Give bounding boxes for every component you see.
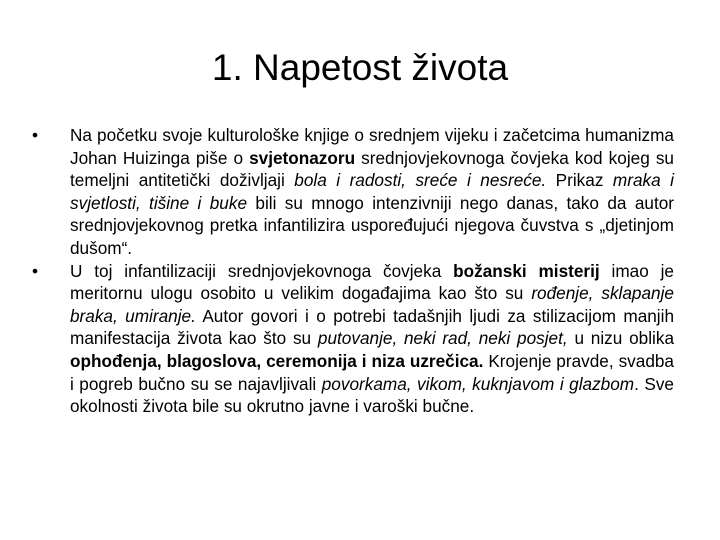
bullet-marker: • — [32, 125, 39, 145]
bullet-item — [32, 124, 674, 260]
bullet-item — [32, 260, 674, 418]
bold-text-segment: ophođenja, blagoslova, ceremonija i niza uzrečica. — [70, 350, 484, 371]
bullet-list — [32, 124, 674, 418]
text-segment: Autor govori i o potrebi tadašnjih ljudi za stilizacijom manjih manifestacija života kao što su — [70, 305, 675, 349]
italic-text-segment: putovanje, neki rad, neki posjet, — [317, 328, 568, 349]
text-segment: bili su mnogo intenzivniji nego danas, tako da autor srednjovjekovnog pretka infantilizira uspoređujući njegova čuvstva s „djetinjom dušom“. — [70, 192, 675, 258]
text-segment: . Sve okolnosti života bile su okrutno javne i varoški bučne. — [70, 373, 674, 417]
bold-text-segment: svjetonazoru — [249, 147, 356, 168]
text-segment: Prikaz — [546, 170, 613, 191]
text-segment: srednjovjekovnoga čovjeka kod kojeg su temeljni antitetički doživljaji — [70, 147, 674, 191]
slide-title: 1. Napetost života — [211, 47, 509, 88]
bullet-marker: • — [32, 260, 39, 281]
italic-text-segment: bola i radosti, sreće i nesreće. — [294, 170, 547, 191]
text-segment: imao je meritornu ulogu osobito u velikim događajima kao što su — [70, 260, 674, 304]
italic-text-segment: mraka i svjetlosti, tišine i buke — [70, 170, 674, 213]
italic-text-segment: povorkama, vikom, kuknjavom i glazbom — [321, 373, 635, 394]
text-segment: Krojenje pravde, svadba i pogreb bučno su se najavljivali — [70, 350, 674, 394]
text-segment: u nizu oblika — [567, 328, 675, 349]
bold-text-segment: božanski misterij — [453, 260, 600, 281]
italic-text-segment: rođenje, sklapanje braka, umiranje. — [70, 283, 674, 326]
text-segment: Na početku svoje kulturološke knjige o srednjem vijeku i začetcima humanizma Johan Huizinga piše o — [70, 125, 674, 168]
text-segment: U toj infantilizaciji srednjovjekovnoga čovjeka — [70, 260, 454, 281]
